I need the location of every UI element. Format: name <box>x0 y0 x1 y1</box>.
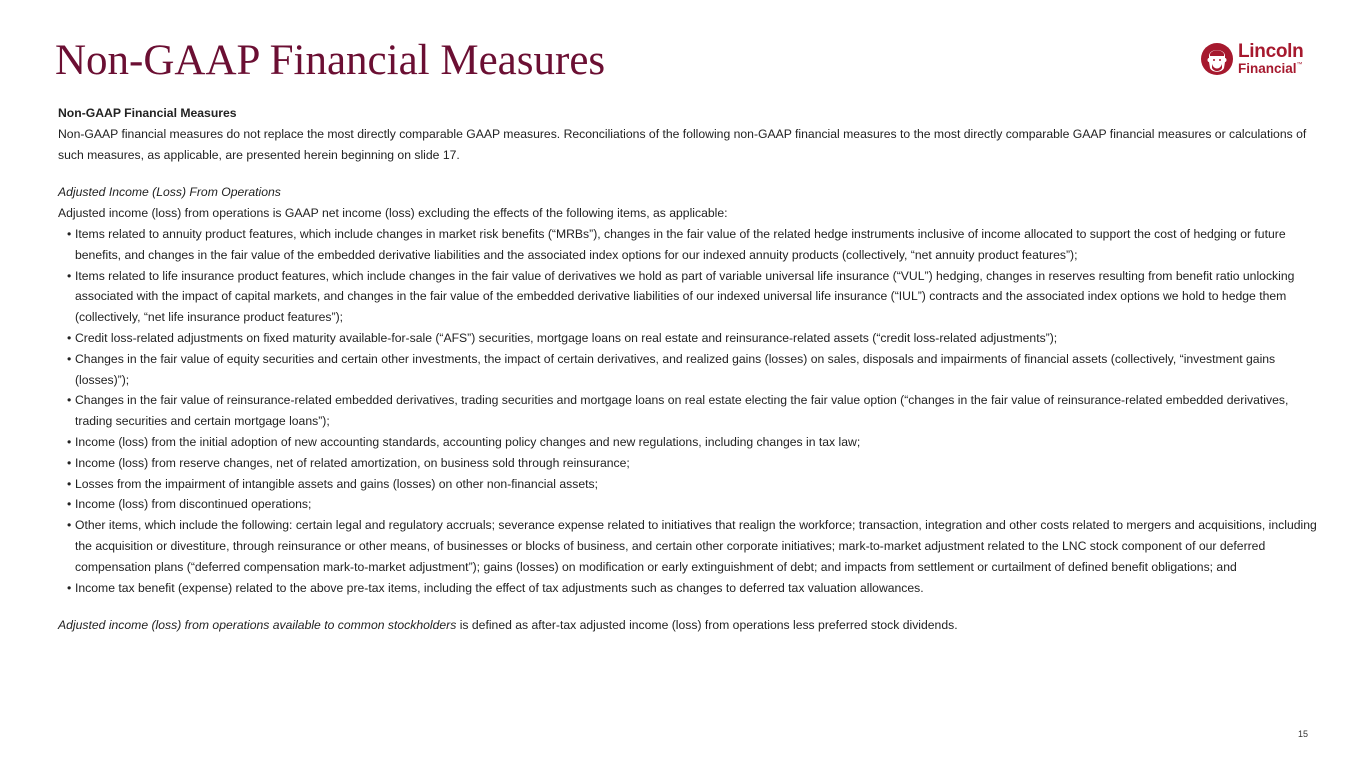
list-item <box>58 224 1318 266</box>
bullet-icon: • <box>67 518 72 533</box>
list-item <box>58 266 1318 328</box>
page-number: 15 <box>1298 729 1309 739</box>
section-heading: Non-GAAP Financial Measures <box>58 106 237 120</box>
bullet-icon: • <box>67 580 72 595</box>
lincoln-financial-logo <box>1200 38 1315 80</box>
bullet-icon: • <box>67 268 72 283</box>
slide-title: Non-GAAP Financial Measures <box>55 37 606 84</box>
bullet-icon: • <box>67 393 72 408</box>
list-item <box>58 578 1318 599</box>
list-item-text: Items related to life insurance product features, which include changes in the fair value of derivatives we hold as part of variable universal life insurance (“VUL”) hedging, changes in reserves resulting from benefit ratio unlocking associated with the impact of capital markets, and changes in the fair value of the embedded derivative liabilities of our indexed universal life insurance (“IUL”) contracts and the associated index options we hold to hedge them (collectively, “net life insurance product features”); <box>75 268 1295 325</box>
list-item-text: Losses from the impairment of intangible assets and gains (losses) on other non-financial assets; <box>75 476 598 491</box>
list-item <box>58 515 1318 577</box>
bullet-icon: • <box>67 455 72 470</box>
list-item-text: Other items, which include the following: certain legal and regulatory accruals; severance expense related to initiatives that realign the workforce; transaction, integration and other costs related to mergers and acquisitions, including the acquisition or divestiture, through reinsurance or other means, of businesses or blocks of business, and certain other corporate initiatives; mark-to-market adjustment related to the LNC stock component of our deferred compensation plans (“deferred compensation mark-to-market adjustment”); gains (losses) on modification or early extinguishment of debt; and impacts from settlement or curtailment of defined benefit obligations; and <box>75 518 1317 574</box>
list-item-text: Income (loss) from discontinued operations; <box>75 497 312 512</box>
closing-italic-term: Adjusted income (loss) from operations available to common stockholders <box>58 618 457 633</box>
list-item <box>58 328 1318 349</box>
body-content <box>58 103 1318 636</box>
intro-paragraph: Non-GAAP financial measures do not replace the most directly comparable GAAP measures. Reconciliations of the following non-GAAP financial measures to the most directly comparable GAAP financial measures or calculations of such measures, as applicable, are presented herein beginning on slide 17. <box>58 126 1307 162</box>
bullet-icon: • <box>67 351 72 366</box>
spacer <box>58 165 1318 182</box>
spacer <box>58 598 1318 615</box>
bullet-icon: • <box>67 434 72 449</box>
list-item-text: Income (loss) from reserve changes, net of related amortization, on business sold through reinsurance; <box>75 455 630 470</box>
list-item-text: Credit loss-related adjustments on fixed maturity available-for-sale (“AFS”) securities, mortgage loans on real estate and reinsurance-related assets (“credit loss-related adjustments”); <box>75 330 1058 345</box>
list-item <box>58 494 1318 515</box>
closing-paragraph <box>58 615 1318 636</box>
bullet-icon: • <box>67 476 72 491</box>
list-item <box>58 390 1318 432</box>
definition-paragraph: Adjusted income (loss) from operations is GAAP net income (loss) excluding the effects of the following items, as applicable: <box>58 206 728 221</box>
list-item-text: Changes in the fair value of equity securities and certain other investments, the impact of certain derivatives, and realized gains (losses) on sales, disposals and impairments of financial assets (collectively, “investment gains (losses)”); <box>75 351 1276 387</box>
bullet-icon: • <box>67 226 72 241</box>
list-item <box>58 453 1318 474</box>
list-item <box>58 474 1318 495</box>
logo-financial-text: Financial <box>1238 61 1297 77</box>
logo-wordmark-lincoln: Lincoln <box>1238 41 1304 63</box>
subheading-adjusted-income: Adjusted Income (Loss) From Operations <box>58 185 281 200</box>
list-item-text: Changes in the fair value of reinsurance-related embedded derivatives, trading securities and mortgage loans on real estate electing the fair value option (“changes in the fair value of reinsurance-related embedded derivatives, trading securities and certain mortgage loans”); <box>75 393 1289 429</box>
bullet-icon: • <box>67 497 72 512</box>
list-item-text: Income tax benefit (expense) related to the above pre-tax items, including the effect of tax adjustments such as changes to deferred tax valuation allowances. <box>75 580 924 595</box>
list-item <box>58 432 1318 453</box>
bullet-icon: • <box>67 330 72 345</box>
list-item-text: Items related to annuity product features, which include changes in market risk benefits (“MRBs”), changes in the fair value of the related hedge instruments inclusive of income allocated to support the cost of hedging or future benefits, and changes in the fair value of the embedded derivative liabilities and the associated index options for our indexed annuity products (collectively, “net annuity product features”); <box>75 226 1286 262</box>
list-item-text: Income (loss) from the initial adoption of new accounting standards, accounting policy changes and new regulations, including changes in tax law; <box>75 434 861 449</box>
list-item <box>58 349 1318 391</box>
trademark-symbol: ™ <box>1296 62 1303 69</box>
closing-text: is defined as after-tax adjusted income (loss) from operations less preferred stock dividends. <box>456 618 958 633</box>
lincoln-portrait-icon <box>1200 40 1234 78</box>
logo-wordmark-financial <box>1238 62 1303 76</box>
